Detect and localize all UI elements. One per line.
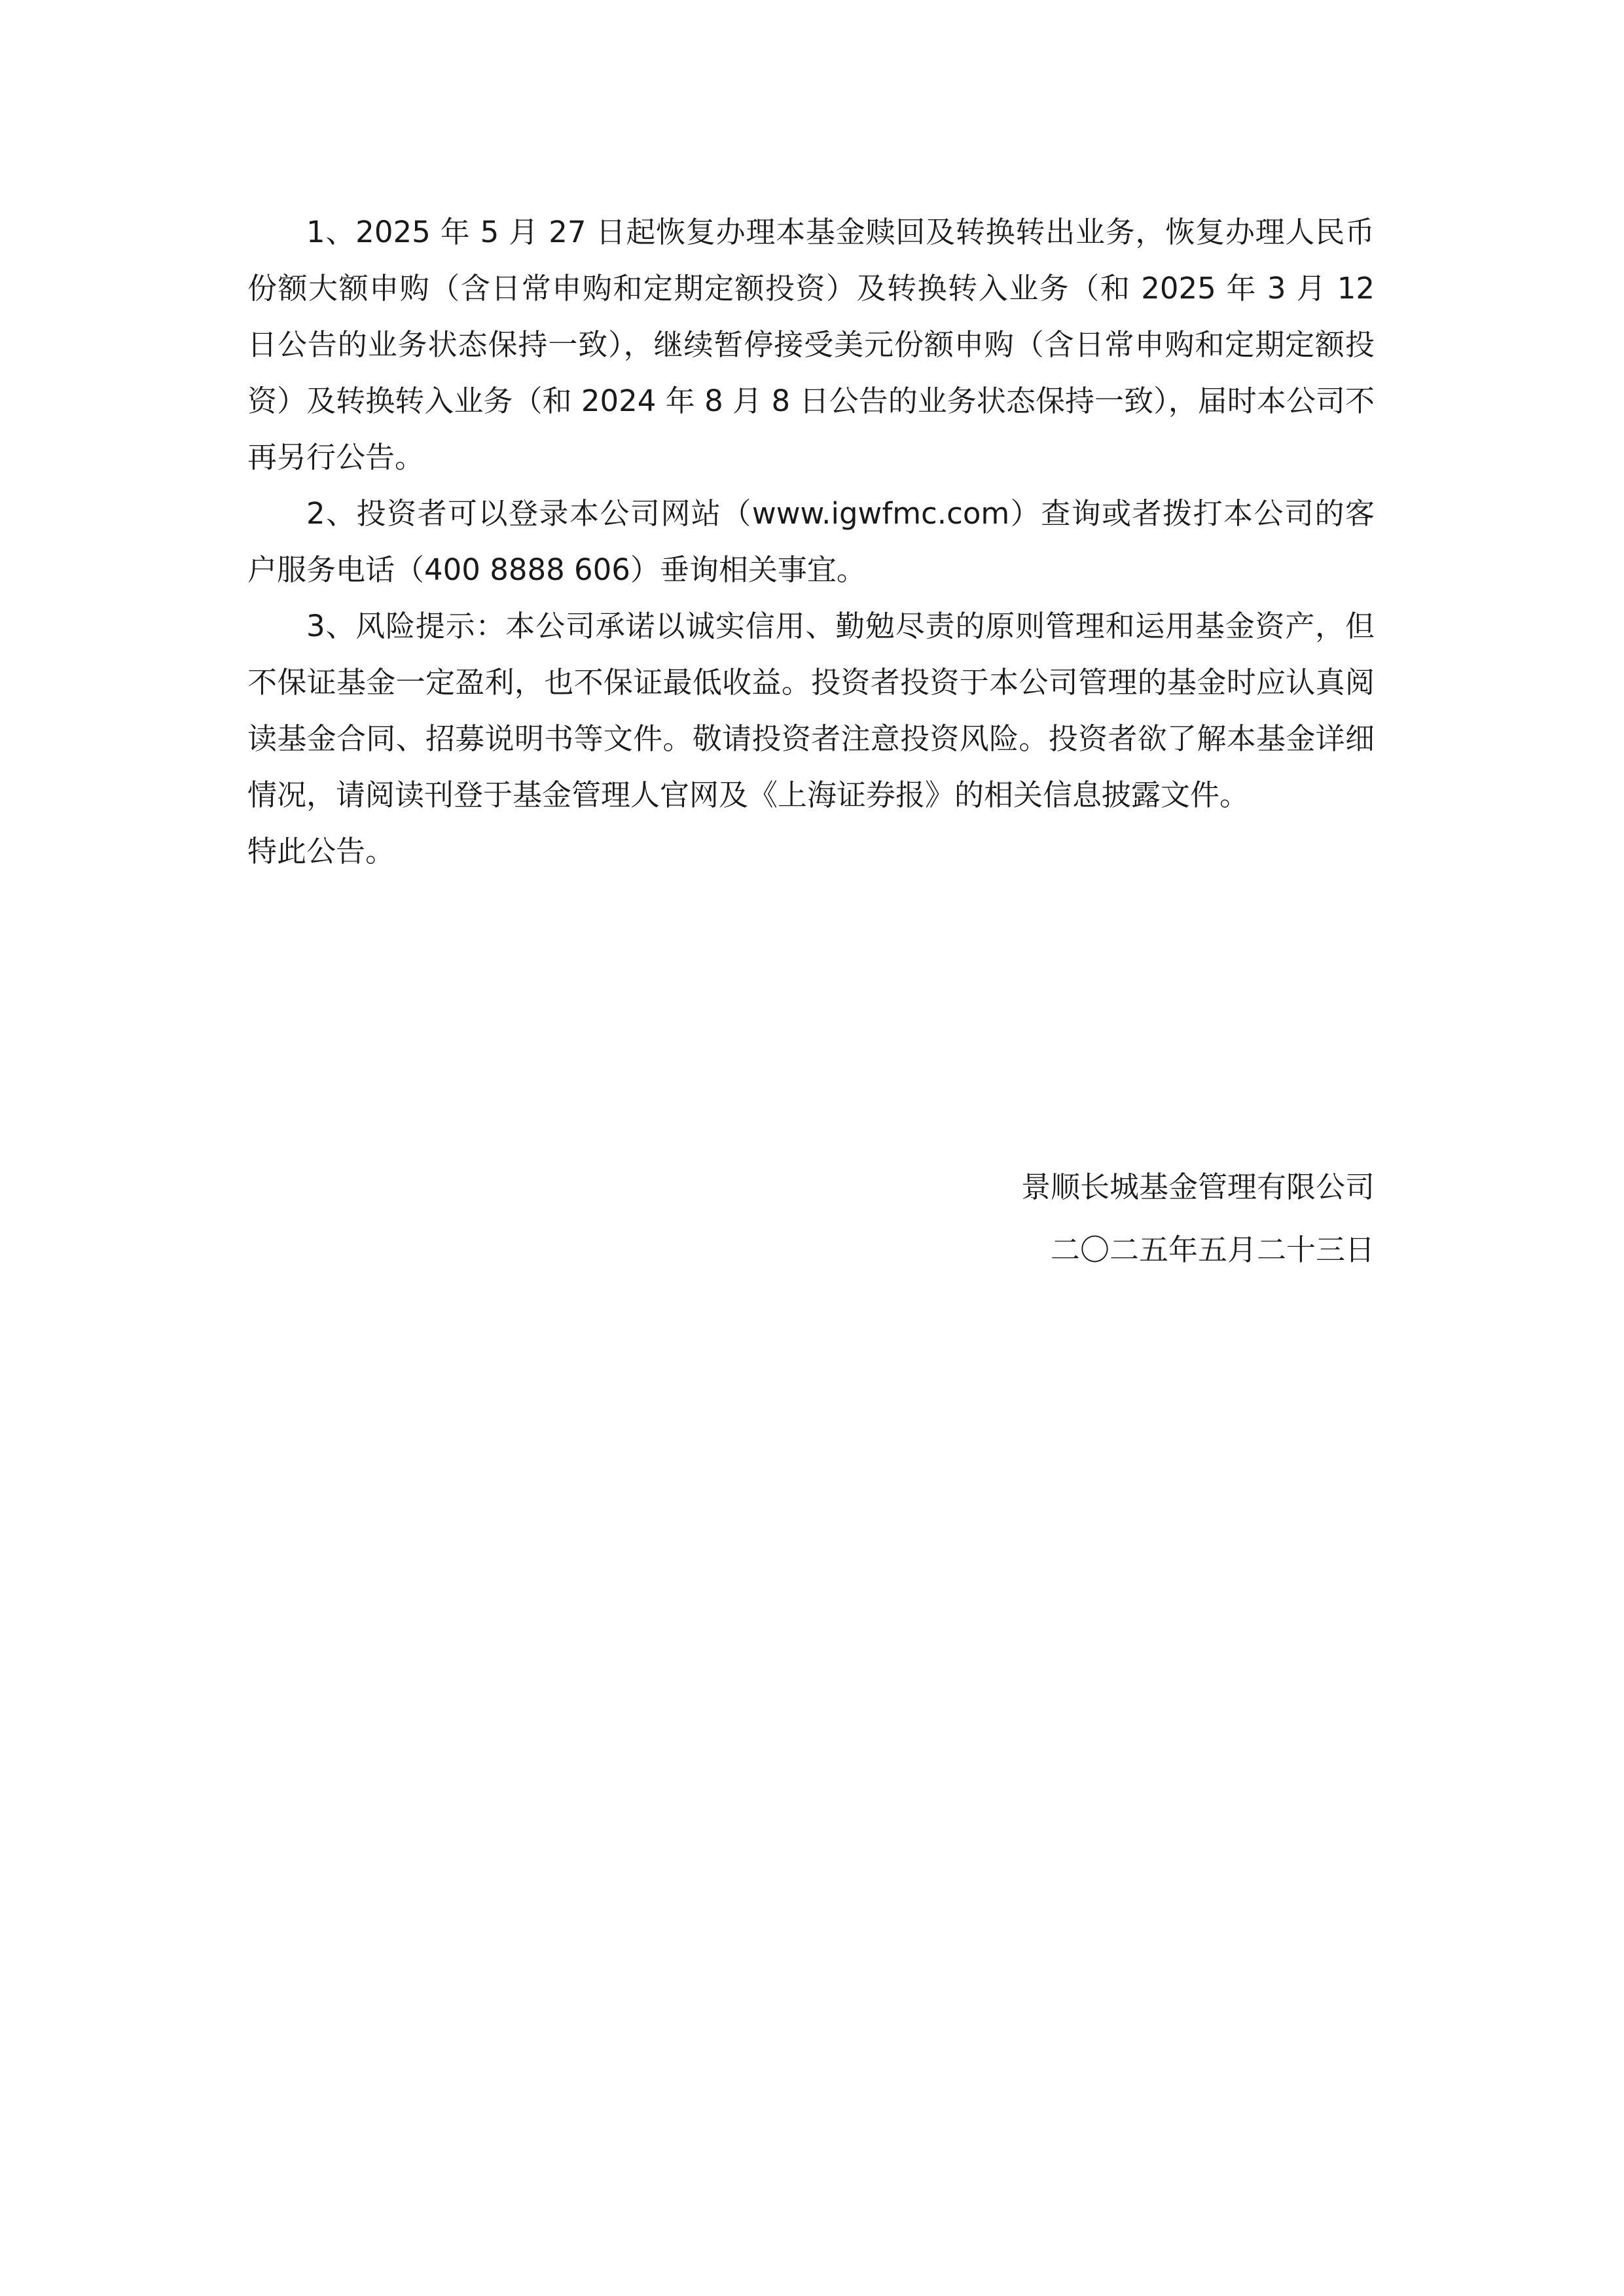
signature-block (1021, 1156, 1375, 1282)
announcement-date: 二〇二五年五月二十三日 (1050, 1232, 1375, 1267)
paragraph-1: 1、2025 年 5 月 27 日起恢复办理本基金赎回及转换转出业务，恢复办理人民币份额大额申购（含日常申购和定期定额投资）及转换转入业务（和 2025 年 3 月 12 日公告的业务状态保持一致），继续暂停接受美元份额申购（含日常申购和定期定额投资）及转换转入业务（和 2024 年 8 月 8 日公告的业务状态保持一致），届时本公司不再另行公告。 (247, 215, 1375, 475)
company-name: 景顺长城基金管理有限公司 (1020, 1170, 1375, 1204)
paragraph-3: 3、风险提示：本公司承诺以诚实信用、勤勉尽责的原则管理和运用基金资产，但不保证基金一定盈利，也不保证最低收益。投资者投资于本公司管理的基金时应认真阅读基金合同、招募说明书等文件。敬请投资者注意投资风险。投资者欲了解本基金详细情况，请阅读刊登于基金管理人官网及《上海证券报》的相关信息披露文件。 (247, 609, 1375, 812)
paragraph-2: 2、投资者可以登录本公司网站（www.igwfmc.com）查询或者拨打本公司的客户服务电话（400 8888 606）垂询相关事宜。 (247, 496, 1375, 587)
closing-statement: 特此公告。 (247, 834, 395, 869)
document-body (247, 204, 1375, 880)
